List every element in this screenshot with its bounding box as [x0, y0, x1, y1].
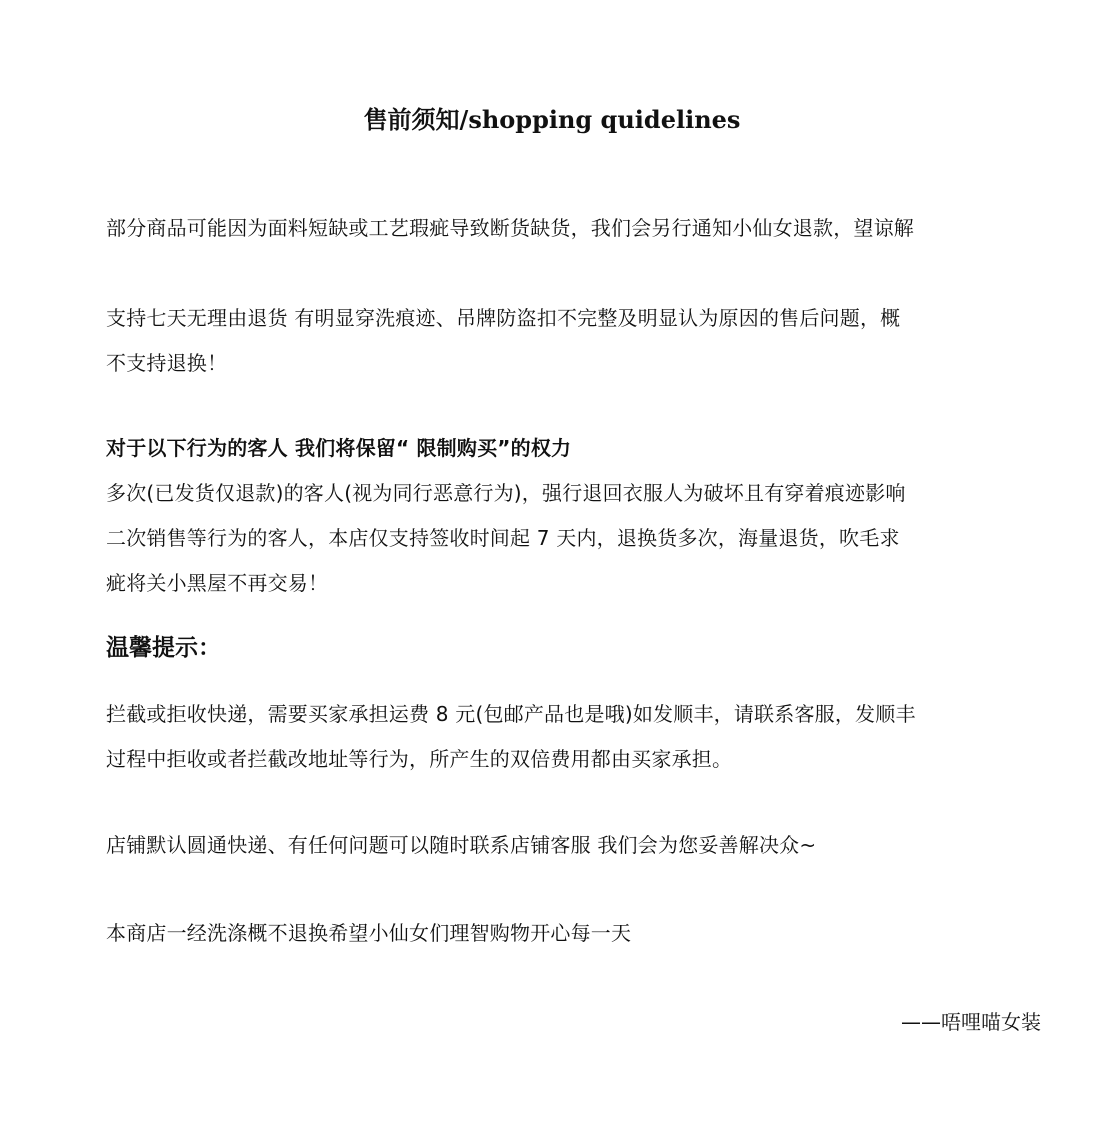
stock-notice: [106, 206, 1056, 251]
restriction-line: 二次销售等行为的客人，本店仅支持签收时间起 7 天内，退换货多次，海量退货，吹毛求: [106, 526, 900, 550]
intercept-notice: [106, 692, 1056, 782]
courier-notice: [106, 823, 1056, 868]
restriction-line: 疵将关小黑屋不再交易！: [106, 571, 329, 595]
restriction-line: 多次(已发货仅退款)的客人(视为同行恶意行为)，强行退回衣服人为破坏且有穿着痕迹影响: [106, 481, 906, 505]
washing-notice: [106, 911, 1056, 956]
return-policy-line: 支持七天无理由退货 有明显穿洗痕迹、吊牌防盗扣不完整及明显认为原因的售后问题，概: [106, 306, 901, 330]
intercept-line: 过程中拒收或者拦截改地址等行为，所产生的双倍费用都由买家承担。: [106, 747, 733, 771]
intercept-line: 拦截或拒收快递，需要买家承担运费 8 元(包邮产品也是哦)如发顺丰，请联系客服，发顺丰: [106, 702, 916, 726]
washing-line: 本商店一经洗涤概不退换希望小仙女们理智购物开心每一天: [106, 921, 632, 945]
stock-notice-line: 部分商品可能因为面料短缺或工艺瑕疵导致断货缺货，我们会另行通知小仙女退款，望谅解: [106, 216, 914, 240]
purchase-restriction: [106, 426, 1056, 606]
shop-signature: ——唔哩喵女装: [901, 1010, 1041, 1034]
tip-heading: 温馨提示：: [106, 635, 221, 661]
courier-line: 店铺默认圆通快递、有任何问题可以随时联系店铺客服 我们会为您妥善解决众~: [106, 833, 817, 857]
return-policy: [106, 296, 1056, 386]
return-policy-line: 不支持退换！: [106, 351, 228, 375]
page-title: 售前须知/shopping quidelines: [363, 105, 741, 134]
restriction-heading: 对于以下行为的客人 我们将保留“ 限制购买”的权力: [106, 436, 572, 460]
